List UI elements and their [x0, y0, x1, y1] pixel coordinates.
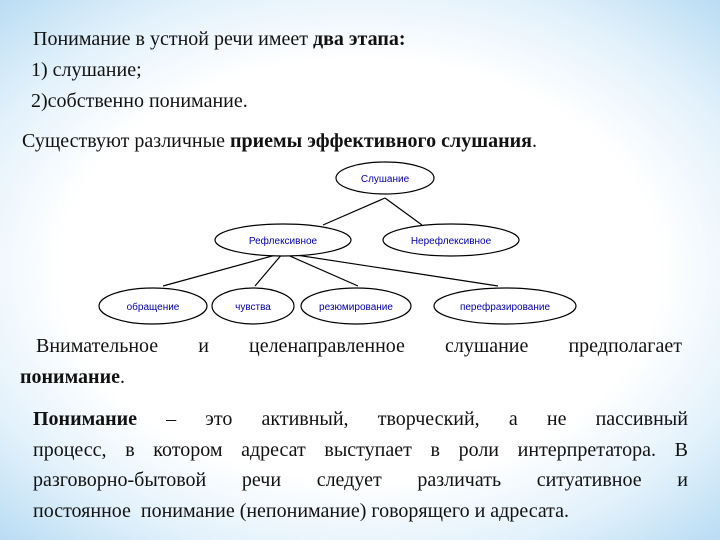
p2-word: разговорно-бытовой — [33, 469, 207, 491]
node-summary — [301, 288, 411, 324]
p1-word: предполагает — [568, 335, 682, 357]
connector-reflexive-address — [163, 253, 283, 286]
p2-word: роли — [458, 438, 500, 461]
attentive-listening-paragraph — [20, 331, 682, 393]
p1-bold: понимание — [20, 366, 120, 388]
node-reflexive-label: Рефлексивное — [248, 236, 318, 247]
stages-heading-bold: два этапа: — [313, 28, 406, 50]
p1-word: Внимательное — [36, 335, 159, 357]
p2-word: адресат — [241, 438, 306, 461]
node-paraphrase — [434, 288, 576, 324]
p2-word: котором — [153, 438, 223, 461]
p2-word: процесс, — [33, 438, 107, 461]
p2-word: в — [430, 438, 440, 461]
node-feelings-label: чувства — [235, 302, 271, 313]
p2-word: и — [677, 469, 688, 491]
node-address — [99, 288, 207, 324]
stages-heading-text: Понимание в устной речи имеет — [33, 28, 313, 50]
connector-root-nonreflexive — [385, 198, 422, 225]
p2-word: различать — [417, 469, 502, 491]
node-address-label: обращение — [126, 302, 180, 313]
p2-word: а — [508, 408, 518, 430]
node-nonreflexive-label: Нерефлексивное — [410, 236, 492, 247]
node-paraphrase-label: перефразирование — [459, 302, 551, 313]
p2-word: это — [205, 408, 233, 430]
intro-line — [22, 130, 537, 153]
p2-word: интерпретатора. — [517, 438, 656, 461]
p2-line-4: постоянное понимание (непонимание) говорящего и адресата. — [33, 499, 570, 522]
p2-bold: Понимание — [33, 408, 138, 430]
p2-word: пассивный — [595, 408, 688, 430]
connector-reflexive-feelings — [255, 253, 283, 286]
p2-word: творческий, — [377, 408, 480, 430]
node-reflexive — [215, 224, 351, 256]
p1-word: и — [198, 335, 209, 357]
listening-diagram — [98, 161, 606, 329]
p2-word: активный, — [261, 408, 349, 430]
p2-word: В — [674, 438, 688, 461]
p1-end: . — [119, 366, 125, 388]
p1-line-2 — [20, 362, 682, 393]
p2-word: не — [546, 408, 567, 430]
p2-word: речи — [241, 469, 282, 491]
connector-reflexive-summary — [283, 253, 358, 286]
p2-line-1 — [33, 404, 688, 435]
p2-word: выступает — [324, 438, 412, 461]
connector-reflexive-paraphrase — [283, 253, 498, 286]
stage-1: 1) слушание; — [31, 59, 142, 81]
p2-line-3 — [33, 465, 688, 496]
p2-word: ситуативное — [536, 469, 642, 491]
stages-heading — [33, 28, 406, 51]
p2-word: – — [166, 408, 177, 430]
p2-word: следует — [316, 469, 382, 491]
p2-word: в — [125, 438, 135, 461]
stage-2: 2)собственно понимание. — [31, 90, 248, 112]
p2-line-2 — [33, 435, 688, 466]
node-root — [336, 162, 434, 194]
p1-word: целенаправленное — [249, 335, 405, 357]
understanding-definition-paragraph — [33, 404, 688, 526]
intro-end: . — [531, 130, 537, 152]
node-summary-label: резюмирование — [319, 302, 393, 313]
intro-bold: приемы эффективного слушания — [229, 130, 532, 152]
p1-line-1 — [20, 331, 682, 362]
node-feelings — [212, 288, 294, 324]
intro-text: Существуют различные — [22, 130, 230, 152]
p1-word: слушание — [444, 335, 529, 357]
node-nonreflexive — [383, 224, 519, 256]
connector-root-reflexive — [323, 198, 385, 225]
node-root-label: Слушание — [360, 174, 410, 185]
